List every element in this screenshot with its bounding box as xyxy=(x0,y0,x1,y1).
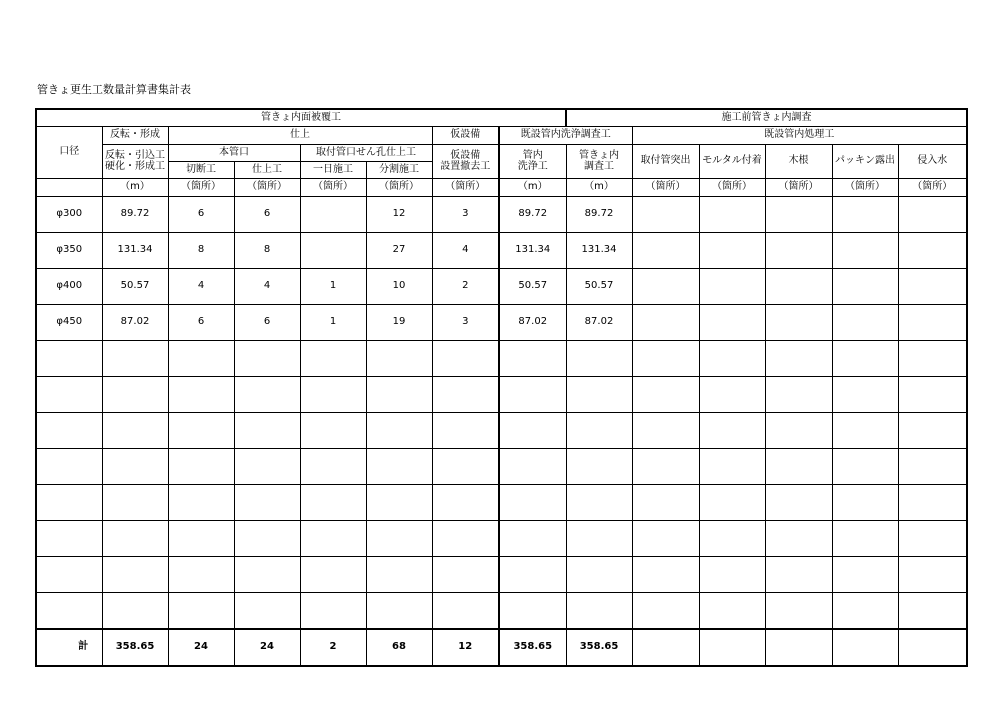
value-cell xyxy=(168,520,234,556)
value-cell xyxy=(632,556,699,592)
value-cell: 89.72 xyxy=(499,196,566,232)
diameter-cell: φ400 xyxy=(36,268,102,304)
value-cell xyxy=(168,340,234,376)
value-cell xyxy=(300,448,366,484)
value-cell xyxy=(765,484,832,520)
table-row xyxy=(36,376,967,412)
value-cell: 19 xyxy=(366,304,432,340)
value-cell xyxy=(168,412,234,448)
value-cell xyxy=(566,448,632,484)
value-cell xyxy=(632,268,699,304)
value-cell xyxy=(632,448,699,484)
diameter-cell xyxy=(36,412,102,448)
value-cell xyxy=(832,340,898,376)
header-one-day: 一日施工 xyxy=(300,161,366,178)
value-cell xyxy=(699,484,765,520)
value-cell xyxy=(632,376,699,412)
value-cell xyxy=(300,520,366,556)
value-cell xyxy=(432,556,499,592)
value-cell xyxy=(432,376,499,412)
table-row xyxy=(36,412,967,448)
value-cell xyxy=(898,412,967,448)
value-cell xyxy=(632,304,699,340)
value-cell xyxy=(765,268,832,304)
value-cell xyxy=(632,592,699,629)
value-cell xyxy=(234,484,300,520)
table-row xyxy=(36,520,967,556)
value-cell xyxy=(234,412,300,448)
unit-cell: （箇所） xyxy=(765,178,832,196)
total-label: 計 xyxy=(36,629,102,666)
value-cell: 3 xyxy=(432,304,499,340)
value-cell: 2 xyxy=(300,629,366,666)
value-cell xyxy=(898,268,967,304)
header-roots: 木根 xyxy=(765,144,832,178)
value-cell xyxy=(234,556,300,592)
diameter-cell: φ300 xyxy=(36,196,102,232)
value-cell xyxy=(699,592,765,629)
unit-cell-diameter xyxy=(36,178,102,196)
value-cell xyxy=(234,520,300,556)
value-cell xyxy=(566,484,632,520)
value-cell xyxy=(300,340,366,376)
unit-cell: （箇所） xyxy=(432,178,499,196)
value-cell xyxy=(898,196,967,232)
value-cell xyxy=(898,448,967,484)
header-survey: 管きょ内 調査工 xyxy=(566,144,632,178)
value-cell: 8 xyxy=(234,232,300,268)
value-cell: 4 xyxy=(432,232,499,268)
header-mortar: モルタル付着 xyxy=(699,144,765,178)
value-cell xyxy=(699,340,765,376)
value-cell: 6 xyxy=(168,196,234,232)
header-existing-wash-survey: 既設管内洗浄調査工 xyxy=(499,126,632,144)
value-cell xyxy=(102,448,168,484)
header-diameter: 口径 xyxy=(36,126,102,178)
diameter-cell xyxy=(36,520,102,556)
value-cell xyxy=(765,196,832,232)
value-cell xyxy=(300,376,366,412)
value-cell: 10 xyxy=(366,268,432,304)
value-cell xyxy=(499,448,566,484)
value-cell: 1 xyxy=(300,268,366,304)
value-cell xyxy=(102,592,168,629)
diameter-cell: φ450 xyxy=(36,304,102,340)
value-cell xyxy=(832,232,898,268)
value-cell: 50.57 xyxy=(566,268,632,304)
value-cell xyxy=(699,196,765,232)
value-cell xyxy=(432,412,499,448)
value-cell: 1 xyxy=(300,304,366,340)
unit-cell: （m） xyxy=(499,178,566,196)
table-row xyxy=(36,304,967,340)
value-cell: 131.34 xyxy=(102,232,168,268)
value-cell: 24 xyxy=(168,629,234,666)
value-cell xyxy=(102,376,168,412)
value-cell xyxy=(366,412,432,448)
value-cell xyxy=(102,484,168,520)
value-cell xyxy=(499,340,566,376)
value-cell xyxy=(699,629,765,666)
value-cell xyxy=(566,412,632,448)
value-cell xyxy=(168,592,234,629)
table-row xyxy=(36,556,967,592)
value-cell: 89.72 xyxy=(566,196,632,232)
value-cell xyxy=(832,448,898,484)
value-cell xyxy=(566,556,632,592)
value-cell xyxy=(832,592,898,629)
value-cell xyxy=(432,592,499,629)
value-cell: 4 xyxy=(168,268,234,304)
value-cell xyxy=(366,520,432,556)
value-cell: 24 xyxy=(234,629,300,666)
value-cell xyxy=(832,268,898,304)
value-cell xyxy=(366,340,432,376)
value-cell xyxy=(699,232,765,268)
value-cell xyxy=(499,376,566,412)
value-cell xyxy=(832,412,898,448)
header-temp-work: 仮設備 設置撤去工 xyxy=(432,144,499,178)
value-cell: 27 xyxy=(366,232,432,268)
value-cell xyxy=(300,556,366,592)
diameter-cell xyxy=(36,340,102,376)
table-row xyxy=(36,484,967,520)
value-cell: 6 xyxy=(168,304,234,340)
value-cell xyxy=(168,376,234,412)
header-wash: 管内 洗浄工 xyxy=(499,144,566,178)
value-cell xyxy=(366,592,432,629)
value-cell xyxy=(699,376,765,412)
value-cell xyxy=(499,412,566,448)
value-cell xyxy=(832,556,898,592)
value-cell xyxy=(699,304,765,340)
value-cell: 12 xyxy=(366,196,432,232)
header-finishing-work: 仕上工 xyxy=(234,161,300,178)
value-cell xyxy=(898,376,967,412)
value-cell: 12 xyxy=(432,629,499,666)
value-cell xyxy=(366,556,432,592)
value-cell xyxy=(566,376,632,412)
value-cell xyxy=(632,412,699,448)
value-cell xyxy=(300,232,366,268)
value-cell: 87.02 xyxy=(499,304,566,340)
header-finishing: 仕上 xyxy=(168,126,432,144)
unit-cell: （箇所） xyxy=(234,178,300,196)
value-cell xyxy=(432,448,499,484)
diameter-cell xyxy=(36,484,102,520)
header-lateral-opening: 取付管口せん孔仕上工 xyxy=(300,144,432,161)
value-cell xyxy=(300,412,366,448)
value-cell xyxy=(432,484,499,520)
value-cell xyxy=(432,340,499,376)
diameter-cell xyxy=(36,448,102,484)
value-cell xyxy=(765,340,832,376)
header-lateral-protrusion: 取付管突出 xyxy=(632,144,699,178)
value-cell xyxy=(102,556,168,592)
value-cell xyxy=(432,520,499,556)
value-cell xyxy=(366,376,432,412)
value-cell xyxy=(300,484,366,520)
value-cell xyxy=(898,592,967,629)
value-cell: 358.65 xyxy=(566,629,632,666)
header-packing: パッキン露出 xyxy=(832,144,898,178)
header-reversal-work: 反転・引込工 硬化・形成工 xyxy=(102,144,168,178)
value-cell xyxy=(765,592,832,629)
value-cell xyxy=(832,196,898,232)
value-cell: 6 xyxy=(234,304,300,340)
value-cell xyxy=(234,340,300,376)
value-cell: 6 xyxy=(234,196,300,232)
unit-cell: （箇所） xyxy=(168,178,234,196)
value-cell xyxy=(566,340,632,376)
summary-table xyxy=(35,108,968,667)
value-cell xyxy=(632,232,699,268)
value-cell xyxy=(234,592,300,629)
value-cell: 87.02 xyxy=(102,304,168,340)
value-cell xyxy=(168,484,234,520)
value-cell: 89.72 xyxy=(102,196,168,232)
value-cell xyxy=(499,484,566,520)
value-cell xyxy=(168,556,234,592)
value-cell xyxy=(898,520,967,556)
diameter-cell xyxy=(36,556,102,592)
value-cell: 8 xyxy=(168,232,234,268)
table-row xyxy=(36,232,967,268)
unit-row xyxy=(36,178,967,196)
value-cell xyxy=(699,268,765,304)
diameter-cell: φ350 xyxy=(36,232,102,268)
diameter-cell xyxy=(36,376,102,412)
value-cell xyxy=(898,556,967,592)
value-cell: 50.57 xyxy=(102,268,168,304)
header-main-pipe-opening: 本管口 xyxy=(168,144,300,161)
header-group-survey: 施工前管きょ内調査 xyxy=(566,109,967,126)
value-cell xyxy=(499,556,566,592)
value-cell xyxy=(102,412,168,448)
value-cell xyxy=(234,448,300,484)
value-cell xyxy=(898,304,967,340)
value-cell xyxy=(765,304,832,340)
table-row xyxy=(36,448,967,484)
unit-cell: （箇所） xyxy=(699,178,765,196)
value-cell xyxy=(765,556,832,592)
value-cell xyxy=(499,592,566,629)
unit-cell: （箇所） xyxy=(898,178,967,196)
unit-cell: （箇所） xyxy=(366,178,432,196)
value-cell xyxy=(898,340,967,376)
header-divided: 分割施工 xyxy=(366,161,432,178)
value-cell xyxy=(632,520,699,556)
header-group-lining: 管きょ内面被覆工 xyxy=(36,109,566,126)
value-cell xyxy=(832,629,898,666)
value-cell xyxy=(699,448,765,484)
value-cell xyxy=(366,484,432,520)
header-infiltration: 侵入水 xyxy=(898,144,967,178)
table-row xyxy=(36,592,967,629)
header-reversal-forming: 反転・形成 xyxy=(102,126,168,144)
unit-cell: （箇所） xyxy=(632,178,699,196)
value-cell xyxy=(832,520,898,556)
table-row xyxy=(36,268,967,304)
value-cell: 131.34 xyxy=(566,232,632,268)
unit-cell: （箇所） xyxy=(300,178,366,196)
diameter-cell xyxy=(36,592,102,629)
table-row xyxy=(36,196,967,232)
value-cell xyxy=(699,520,765,556)
value-cell xyxy=(832,304,898,340)
value-cell xyxy=(765,448,832,484)
value-cell: 2 xyxy=(432,268,499,304)
value-cell: 68 xyxy=(366,629,432,666)
unit-cell: （m） xyxy=(566,178,632,196)
unit-cell: （箇所） xyxy=(832,178,898,196)
value-cell xyxy=(566,592,632,629)
value-cell xyxy=(765,412,832,448)
value-cell xyxy=(898,484,967,520)
value-cell xyxy=(300,196,366,232)
value-cell xyxy=(566,520,632,556)
value-cell xyxy=(102,340,168,376)
header-temporary: 仮設備 xyxy=(432,126,499,144)
value-cell xyxy=(499,520,566,556)
value-cell xyxy=(102,520,168,556)
value-cell xyxy=(765,629,832,666)
value-cell xyxy=(765,232,832,268)
value-cell xyxy=(898,629,967,666)
header-existing-treatment: 既設管内処理工 xyxy=(632,126,967,144)
value-cell xyxy=(632,629,699,666)
value-cell xyxy=(632,340,699,376)
value-cell: 50.57 xyxy=(499,268,566,304)
value-cell xyxy=(168,448,234,484)
value-cell xyxy=(699,412,765,448)
value-cell xyxy=(300,592,366,629)
unit-cell: （m） xyxy=(102,178,168,196)
value-cell xyxy=(832,376,898,412)
value-cell xyxy=(234,376,300,412)
value-cell xyxy=(366,448,432,484)
value-cell: 87.02 xyxy=(566,304,632,340)
value-cell: 358.65 xyxy=(499,629,566,666)
value-cell xyxy=(699,556,765,592)
value-cell: 3 xyxy=(432,196,499,232)
value-cell: 131.34 xyxy=(499,232,566,268)
value-cell xyxy=(632,484,699,520)
value-cell xyxy=(765,520,832,556)
value-cell: 358.65 xyxy=(102,629,168,666)
table-row xyxy=(36,340,967,376)
value-cell: 4 xyxy=(234,268,300,304)
value-cell xyxy=(765,376,832,412)
value-cell xyxy=(832,484,898,520)
value-cell xyxy=(898,232,967,268)
header-cutting: 切断工 xyxy=(168,161,234,178)
total-row xyxy=(36,629,967,666)
document-title: 管きょ更生工数量計算書集計表 xyxy=(37,83,191,96)
value-cell xyxy=(632,196,699,232)
